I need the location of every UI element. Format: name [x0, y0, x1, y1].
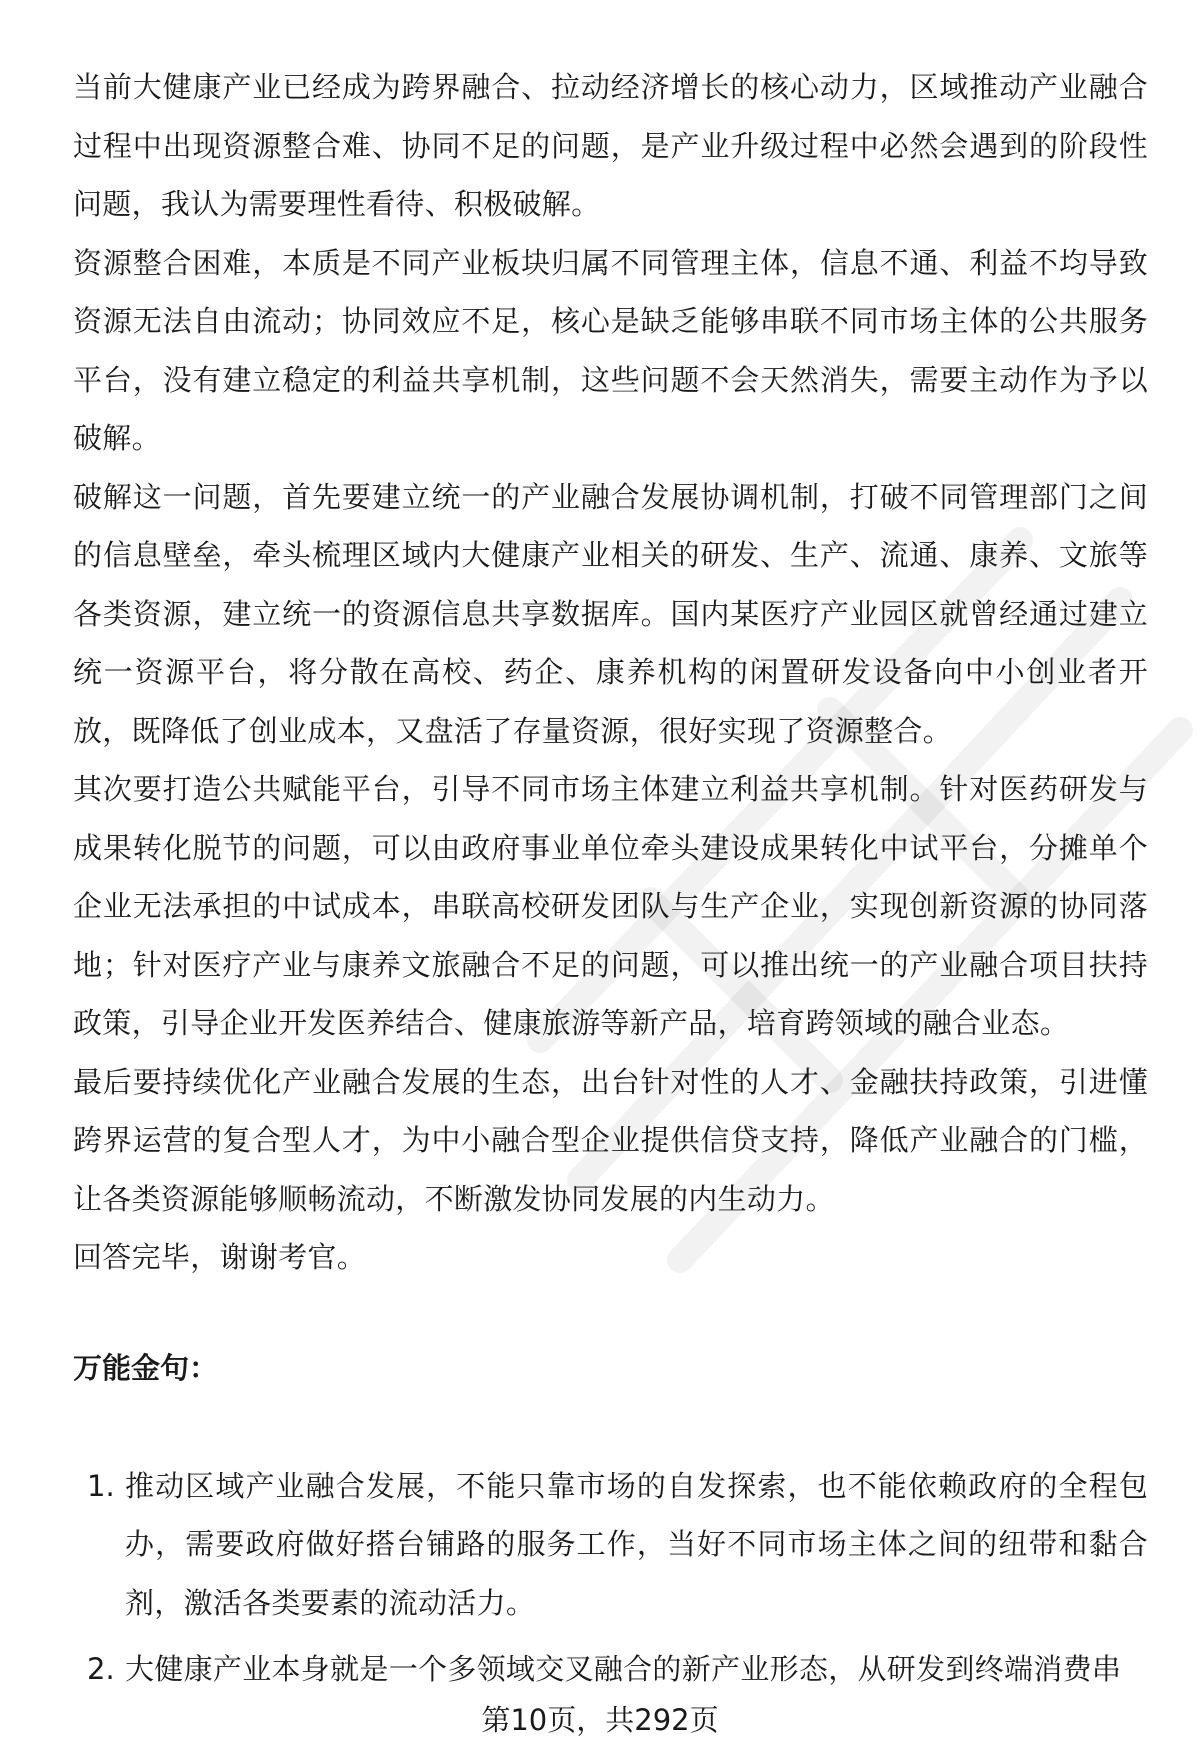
- list-text: 大健康产业本身就是一个多领域交叉融合的新产业形态，从研发到终端消费串: [125, 1652, 1122, 1686]
- paragraph-closing: 回答完毕，谢谢考官。: [73, 1240, 367, 1274]
- paragraph-second-measure: 其次要打造公共赋能平台，引导不同市场主体建立利益共享机制。针对医药研发与成果转化脱节的问题，可以由政府事业单位牵头建设成果转化中试平台，分摊单个企业无法承担的中试成本，串联高校研发团队与生产企业，实现创新资源的协同落地；针对医疗产业与康养文旅融合不足的问题，可以推出统一的产业融合项目扶持政策，引导企业开发医养结合、健康旅游等新产品，培育跨领域的融合业态。: [73, 772, 1148, 1040]
- quote-list: [73, 1457, 1148, 1699]
- list-number: 2.: [87, 1652, 115, 1686]
- list-text: 推动区域产业融合发展，不能只靠市场的自发探索，也不能依赖政府的全程包办，需要政府做好搭台铺路的服务工作，当好不同市场主体之间的纽带和黏合剂，激活各类要素的流动活力。: [125, 1468, 1148, 1620]
- paragraph-first-measure: 破解这一问题，首先要建立统一的产业融合发展协调机制，打破不同管理部门之间的信息壁垒，牵头梳理区域内大健康产业相关的研发、生产、流通、康养、文旅等各类资源，建立统一的资源信息共享数据库。国内某医疗产业园区就曾经通过建立统一资源平台，将分散在高校、药企、康养机构的闲置研发设备向中小创业者开放，既降低了创业成本，又盘活了存量资源，很好实现了资源整合。: [73, 479, 1148, 748]
- section-heading: 万能金句：: [73, 1350, 219, 1385]
- document-page: [73, 58, 1148, 1707]
- list-number: 1.: [87, 1468, 115, 1503]
- paragraph-intro: 当前大健康产业已经成为跨界融合、拉动经济增长的核心动力，区域推动产业融合过程中出现资源整合难、协同不足的问题，是产业升级过程中必然会遇到的阶段性问题，我认为需要理性看待、积极破解。: [73, 70, 1148, 221]
- paragraph-analysis: 资源整合困难，本质是不同产业板块归属不同管理主体，信息不通、利益不均导致资源无法自由流动；协同效应不足，核心是缺乏能够串联不同市场主体的公共服务平台，没有建立稳定的利益共享机制，这些问题不会天然消失，需要主动作为予以破解。: [73, 245, 1148, 455]
- list-item: [73, 1640, 1148, 1699]
- list-item: [73, 1457, 1148, 1633]
- page-footer: 第10页，共292页: [0, 1700, 1200, 1740]
- paragraph-third-measure: 最后要持续优化产业融合发展的生态，出台针对性的人才、金融扶持政策，引进懂跨界运营的复合型人才，为中小融合型企业提供信贷支持，降低产业融合的门槛，让各类资源能够顺畅流动，不断激发协同发展的内生动力。: [73, 1064, 1148, 1216]
